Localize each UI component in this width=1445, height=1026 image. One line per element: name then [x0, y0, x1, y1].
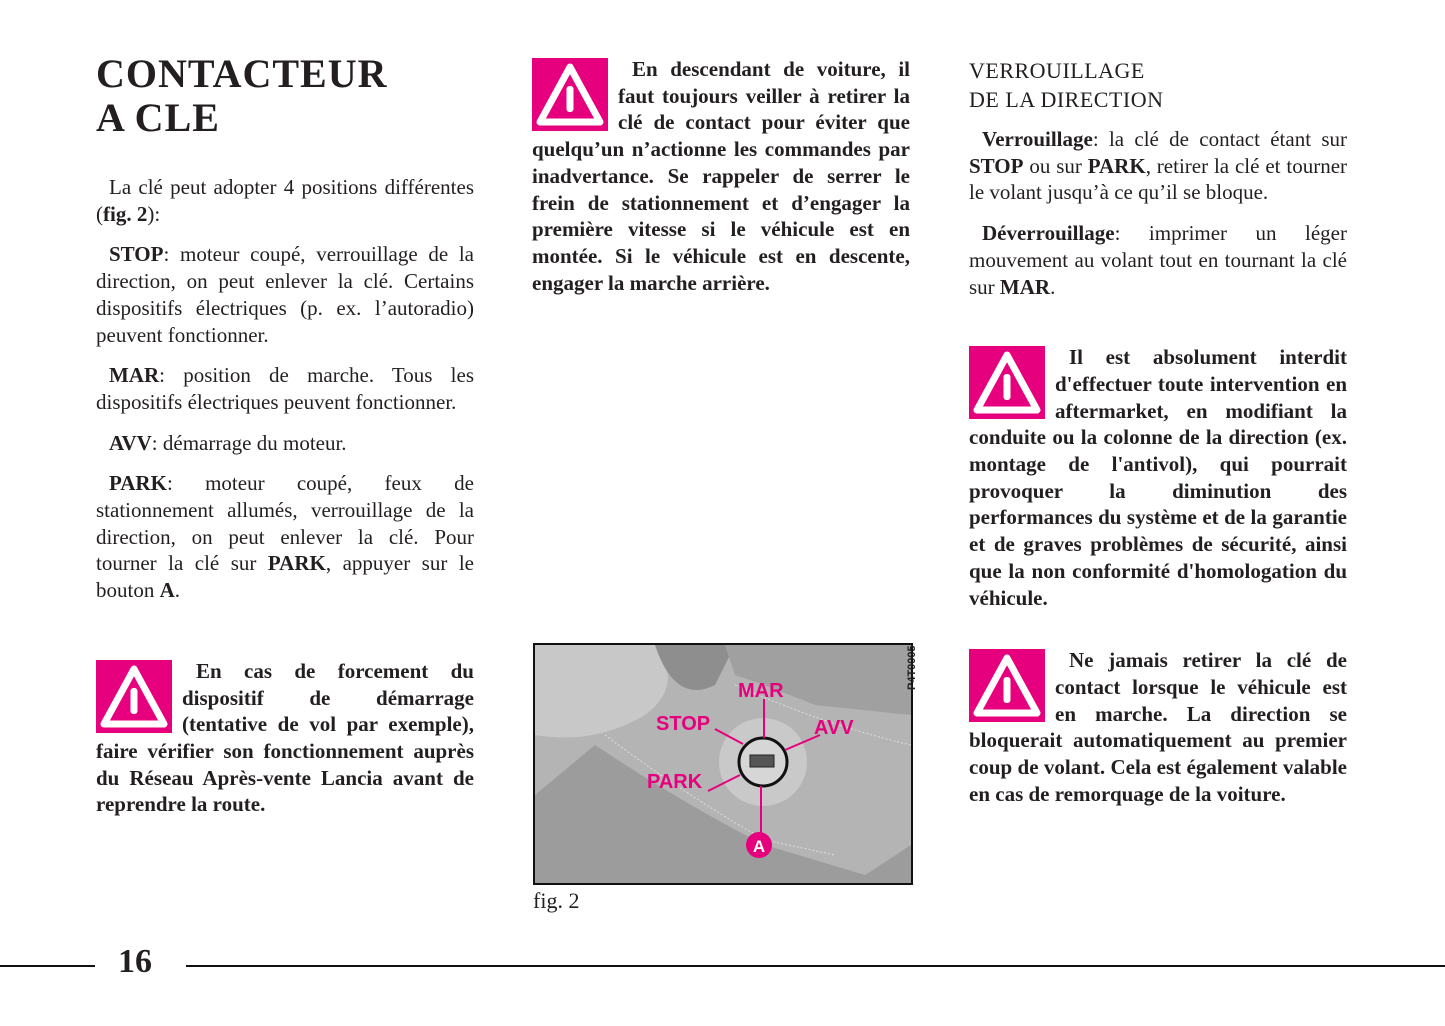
label-park: PARK [647, 771, 703, 793]
column-1 [96, 52, 474, 818]
warning-box [532, 56, 910, 296]
warning-icon [969, 346, 1045, 419]
warning-text: Ne jamais retirer la clé de contact lorsque le véhicule est en marche. La direction se bloquerait automatiquement au premier coup de volant. Cela est également valable en cas de remorquage de la voiture. [969, 648, 1347, 806]
warning-box [969, 647, 1347, 807]
mar-paragraph: MAR: position de marche. Tous les dispositifs électriques peuvent fonctionner. [96, 363, 474, 414]
title-line-1: CONTACTEUR [96, 51, 388, 96]
section-heading: VERROUILLAGE DE LA DIRECTION [969, 58, 1164, 112]
unlock-paragraph: Déverrouillage: imprimer un léger mouvement au volant tout en tournant la clé sur MAR. [969, 221, 1347, 299]
lock-paragraph: Verrouillage: la clé de contact étant sur STOP ou sur PARK, retirer la clé et tourner le volant jusqu’à ce qu’il se bloque. [969, 127, 1348, 205]
column-3 [969, 56, 1347, 807]
title-line-2: A CLE [96, 95, 220, 140]
footer-rule-right [186, 965, 1445, 967]
warning-box [96, 658, 474, 818]
warning-text: Il est absolument interdit d'effectuer toute intervention en aftermarket, en modifiant la conduite ou la colonne de la direction (ex. montage de l'antivol), qui pourrait provoquer la diminution des performances du système et de la garantie et de graves problèmes de sécurité, ainsi que la non conformité d'homologation du véhicule. [969, 345, 1347, 610]
avv-paragraph: AVV: démarrage du moteur. [109, 430, 347, 455]
figure-code: P4T0005 [906, 645, 918, 690]
park-paragraph: PARK: moteur coupé, feux de stationnement allumés, verrouillage de la direction, on peut enlever la clé. Pour tourner la clé sur PARK, appuyer sur le bouton A. [96, 471, 474, 603]
intro-paragraph: La clé peut adopter 4 positions différentes (fig. 2): [96, 175, 474, 226]
warning-icon [532, 58, 608, 131]
ignition-switch-figure [533, 643, 913, 885]
warning-text: En cas de forcement du dispositif de démarrage (tentative de vol par exemple), faire vérifier son fonctionnement auprès du Réseau Après-vente Lancia avant de reprendre la route. [96, 658, 474, 817]
label-avv: AVV [814, 717, 854, 739]
page-title [96, 52, 474, 140]
warning-icon [96, 660, 172, 733]
page-number: 16 [118, 943, 152, 980]
warning-box [969, 344, 1347, 611]
figure-caption: fig. 2 [533, 888, 580, 913]
warning-icon [969, 649, 1045, 722]
column-2 [532, 56, 910, 296]
label-a: A [752, 837, 766, 856]
stop-paragraph: STOP: moteur coupé, verrouillage de la direction, on peut enlever la clé. Certains dispositifs électriques (p. ex. l’autoradio) peuvent fonctionner. [96, 242, 474, 347]
footer-rule-left [0, 965, 95, 967]
label-stop: STOP [656, 713, 711, 735]
label-mar: MAR [738, 680, 784, 702]
warning-text: En descendant de voiture, il faut toujours veiller à retirer la clé de contact pour éviter que quelqu’un n’actionne les commandes par inadvertance. Se rappeler de serrer le frein de stationnement et d’engager la première vitesse si le véhicule est en montée. Si le véhicule est en descente, engager la marche arrière. [532, 57, 910, 295]
